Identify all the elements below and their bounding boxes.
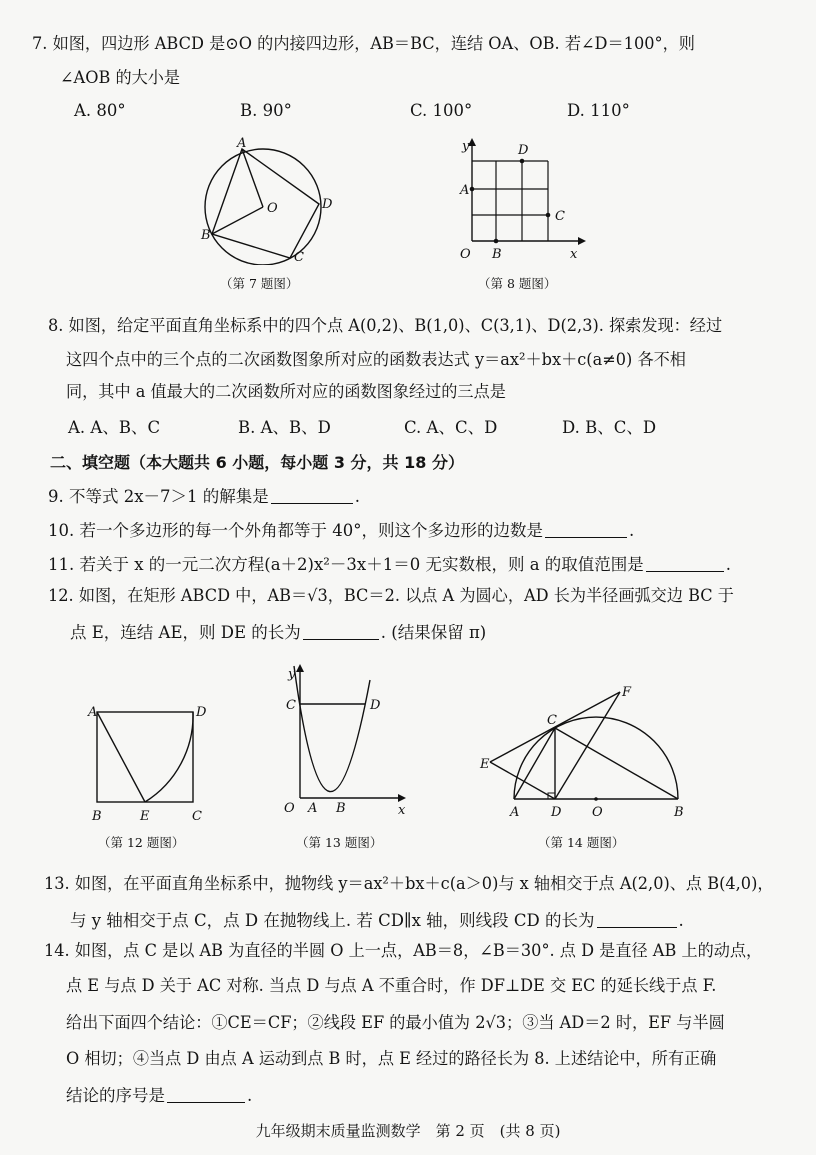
q12-label-e: E	[140, 809, 150, 824]
q12-stem-line1: 12. 如图，在矩形 ABCD 中，AB＝√3，BC＝2. 以点 A 为圆心，AD 长为半径画弧交边 BC 于	[48, 586, 734, 605]
q12-text: 点 E，连结 AE，则 DE 的长为	[70, 623, 301, 642]
q8-label-a: A	[460, 183, 470, 198]
q10-answer-blank	[545, 521, 627, 538]
q14-answer-blank	[167, 1086, 245, 1103]
q14-stem-line5	[66, 1082, 252, 1106]
q12-stem-line2	[70, 619, 486, 643]
q14-stem-line2: 点 E 与点 D 关于 AC 对称. 当点 D 与点 A 不重合时，作 DF⊥DE 交 EC 的延长线于点 F.	[66, 976, 717, 995]
q13-label-c: C	[286, 698, 296, 713]
q12-text-end: . (结果保留 π)	[380, 623, 487, 642]
q14-stem-line1: 14. 如图，点 C 是以 AB 为直径的半圆 O 上一点，AB＝8，∠B＝30°. 点 D 是直径 AB 上的动点，	[44, 941, 763, 960]
q12-label-b: B	[92, 809, 102, 824]
q14-label-o: O	[592, 805, 603, 820]
q14-text: 结论的序号是	[66, 1086, 165, 1105]
figure-q13-parabola	[280, 660, 420, 820]
q7-label-a: A	[237, 136, 247, 151]
q13-stem-line2	[70, 907, 684, 931]
q8-option-d: D. B、C、D	[562, 418, 657, 437]
q13-text: 与 y 轴相交于点 C，点 D 在抛物线上. 若 CD∥x 轴，则线段 CD 的长为	[70, 911, 595, 930]
q7-label-c: C	[294, 250, 304, 265]
q14-caption: （第 14 题图）	[538, 835, 625, 850]
q9-text: 9. 不等式 2x－7＞1 的解集是	[48, 487, 269, 506]
q14-label-c: C	[547, 713, 557, 728]
q8-label-c: C	[555, 209, 565, 224]
q8-label-y: y	[462, 139, 470, 154]
q7-option-a: A. 80°	[74, 101, 126, 120]
q10-text: 10. 若一个多边形的每一个外角都等于 40°，则这个多边形的边数是	[48, 521, 543, 540]
figure-q7-circle	[195, 135, 345, 265]
q13-end: .	[678, 911, 684, 930]
q8-option-a: A. A、B、C	[68, 418, 161, 437]
q12-label-c: C	[192, 809, 202, 824]
q8-caption: （第 8 题图）	[478, 276, 557, 291]
q8-option-c: C. A、C、D	[404, 418, 498, 437]
q11-text: 11. 若关于 x 的一元二次方程(a＋2)x²－3x＋1＝0 无实数根，则 a 的取值范围是	[48, 555, 644, 574]
q14-label-f: F	[622, 685, 632, 700]
q7-option-d: D. 110°	[567, 101, 630, 120]
q14-label-b: B	[674, 805, 684, 820]
q14-end: .	[247, 1086, 253, 1105]
q13-label-b: B	[336, 801, 346, 816]
q12-label-d: D	[196, 705, 207, 720]
q13-label-y: y	[288, 667, 296, 682]
page-footer: 九年级期末质量监测数学 第 2 页 (共 8 页)	[255, 1122, 561, 1140]
q7-stem-line1: 7. 如图，四边形 ABCD 是⊙O 的内接四边形，AB＝BC，连结 OA、OB. 若∠D＝100°，则	[32, 34, 695, 53]
q7-label-d: D	[322, 197, 333, 212]
q8-stem-line1: 8. 如图，给定平面直角坐标系中的四个点 A(0,2)、B(1,0)、C(3,1)、D(2,3). 探索发现：经过	[48, 316, 723, 335]
q8-label-o: O	[460, 247, 471, 262]
q14-stem-line3: 给出下面四个结论：①CE＝CF；②线段 EF 的最小值为 2√3；③当 AD＝2 时，EF 与半圆	[66, 1013, 725, 1032]
q10-line	[48, 517, 634, 541]
figure-q14-semicircle	[476, 684, 696, 824]
q10-end: .	[628, 521, 635, 540]
q13-label-o: O	[284, 801, 295, 816]
q14-label-a: A	[510, 805, 520, 820]
q9-end: .	[354, 487, 361, 506]
q7-option-b: B. 90°	[240, 101, 292, 120]
figure-q8-grid	[452, 138, 592, 266]
q11-answer-blank	[646, 555, 724, 572]
q13-stem-line1: 13. 如图，在平面直角坐标系中，抛物线 y＝ax²＋bx＋c(a＞0)与 x 轴相交于点 A(2,0)、点 B(4,0)，	[44, 874, 774, 893]
q7-label-b: B	[201, 228, 211, 243]
q11-end: .	[725, 555, 732, 574]
q7-stem-line2: ∠AOB 的大小是	[60, 68, 181, 87]
q12-label-a: A	[88, 705, 98, 720]
q14-label-e: E	[480, 757, 490, 772]
q7-option-c: C. 100°	[410, 101, 473, 120]
q9-answer-blank	[271, 487, 353, 504]
q12-caption: （第 12 题图）	[98, 835, 185, 850]
q13-caption: （第 13 题图）	[296, 835, 383, 850]
q13-answer-blank	[597, 911, 677, 928]
q8-option-b: B. A、B、D	[238, 418, 331, 437]
q7-label-o: O	[267, 201, 278, 216]
q12-answer-blank	[303, 623, 379, 640]
q13-label-x: x	[398, 803, 406, 818]
q8-label-x: x	[570, 247, 578, 262]
q14-stem-line4: O 相切；④当点 D 由点 A 运动到点 B 时，点 E 经过的路径长为 8. 上述结论中，所有正确	[66, 1049, 717, 1068]
q11-line	[48, 551, 731, 575]
q8-label-d: D	[518, 143, 529, 158]
q8-label-b: B	[492, 247, 502, 262]
q8-stem-line3: 同，其中 a 值最大的二次函数所对应的函数图象经过的三点是	[66, 382, 506, 401]
q13-label-d: D	[370, 698, 381, 713]
section-heading-fill-in: 二、填空题（本大题共 6 小题，每小题 3 分，共 18 分）	[50, 453, 464, 472]
figure-q12-rectangle	[84, 696, 224, 826]
q7-caption: （第 7 题图）	[220, 276, 299, 291]
q9-line	[48, 483, 360, 507]
q8-stem-line2: 这四个点中的三个点的二次函数图象所对应的函数表达式 y＝ax²＋bx＋c(a≠0) 各不相	[66, 350, 686, 369]
q14-label-d: D	[551, 805, 562, 820]
q13-label-a: A	[308, 801, 318, 816]
